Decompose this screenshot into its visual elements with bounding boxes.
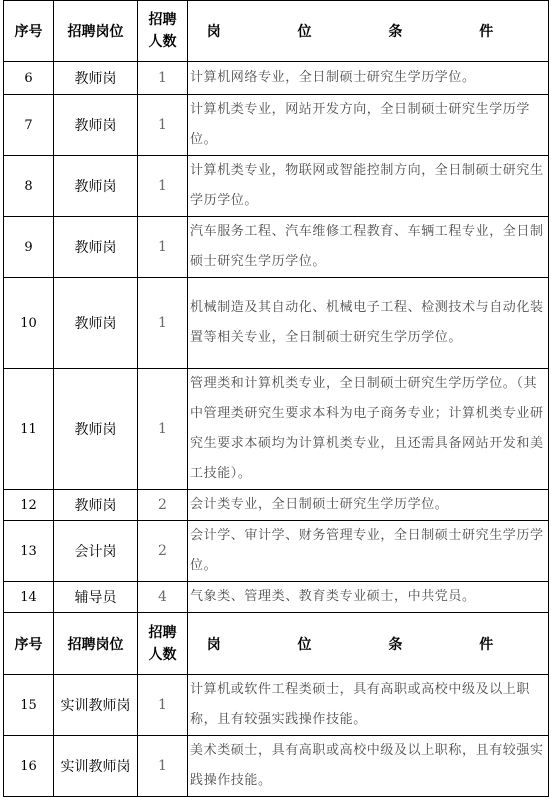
row-conditions: 机械制造及其自动化、机械电子工程、检测技术与自动化装置等相关专业，全日制硕士研究生学历学位。 (188, 278, 549, 369)
row-post: 教师岗 (54, 217, 138, 278)
row-conditions: 汽车服务工程、汽车维修工程教育、车辆工程专业，全日制硕士研究生学历学位。 (188, 217, 549, 278)
header-count-line1: 招聘 (148, 624, 177, 641)
header-count-line2: 人数 (148, 646, 177, 663)
row-count: 1 (138, 675, 188, 736)
header-no: 序号 (4, 613, 54, 675)
row-count: 1 (138, 156, 188, 217)
row-no: 10 (4, 278, 54, 369)
header-count (138, 613, 188, 675)
header-count-line2: 人数 (148, 34, 177, 50)
table-row (4, 490, 549, 521)
table-row (4, 582, 549, 613)
row-no: 8 (4, 156, 54, 217)
table-row (4, 95, 549, 156)
row-conditions: 计算机或软件工程类硕士，具有高职或高校中级及以上职称，且有较强实践操作技能。 (188, 675, 549, 736)
row-count: 4 (138, 582, 188, 613)
row-post: 实训教师岗 (54, 675, 138, 736)
row-count: 1 (138, 369, 188, 490)
row-conditions: 气象类、管理类、教育类专业硕士，中共党员。 (188, 582, 549, 613)
row-conditions: 美术类硕士，具有高职或高校中级及以上职称，且有较强实践操作技能。 (188, 736, 549, 797)
row-post: 教师岗 (54, 95, 138, 156)
table-row (4, 675, 549, 736)
row-conditions: 计算机网络专业，全日制硕士研究生学历学位。 (188, 62, 549, 95)
row-conditions: 计算机类专业，网站开发方向，全日制硕士研究生学历学位。 (188, 95, 549, 156)
header-post: 招聘岗位 (54, 613, 138, 675)
row-post: 教师岗 (54, 490, 138, 521)
header-conditions-label: 岗 位 条 件 (206, 636, 530, 653)
row-post: 辅导员 (54, 582, 138, 613)
row-no: 16 (4, 736, 54, 797)
row-count: 1 (138, 62, 188, 95)
row-post: 教师岗 (54, 369, 138, 490)
row-conditions: 会计学、审计学、财务管理专业，全日制硕士研究生学历学位。 (188, 521, 549, 582)
row-conditions: 会计类专业，全日制硕士研究生学历学位。 (188, 490, 549, 521)
header-conditions-label: 岗 位 条 件 (206, 24, 530, 40)
row-post: 教师岗 (54, 62, 138, 95)
header-conditions (188, 613, 549, 675)
header-count (138, 1, 188, 62)
row-count: 2 (138, 490, 188, 521)
row-no: 14 (4, 582, 54, 613)
recruitment-table (3, 0, 549, 797)
table-row (4, 278, 549, 369)
row-conditions: 管理类和计算机类专业，全日制硕士研究生学历学位。（其中管理类研究生要求本科为电子商务专业；计算机类专业研究生要求本硕均为计算机类专业，且还需具备网站开发和美工技能）。 (188, 369, 549, 490)
table-row (4, 521, 549, 582)
row-count: 1 (138, 278, 188, 369)
header-conditions (188, 1, 549, 62)
row-conditions: 计算机类专业，物联网或智能控制方向，全日制硕士研究生学历学位。 (188, 156, 549, 217)
table-row (4, 62, 549, 95)
row-no: 9 (4, 217, 54, 278)
header-row (4, 613, 549, 675)
row-no: 6 (4, 62, 54, 95)
row-count: 1 (138, 95, 188, 156)
row-no: 11 (4, 369, 54, 490)
row-count: 1 (138, 736, 188, 797)
table-row (4, 217, 549, 278)
table-row (4, 156, 549, 217)
row-no: 12 (4, 490, 54, 521)
header-post: 招聘岗位 (54, 1, 138, 62)
row-no: 13 (4, 521, 54, 582)
row-count: 1 (138, 217, 188, 278)
row-no: 15 (4, 675, 54, 736)
table-row (4, 736, 549, 797)
row-post: 教师岗 (54, 156, 138, 217)
header-row (4, 1, 549, 62)
header-count-line1: 招聘 (148, 12, 177, 28)
row-post: 教师岗 (54, 278, 138, 369)
row-post: 实训教师岗 (54, 736, 138, 797)
table-row (4, 369, 549, 490)
header-no: 序号 (4, 1, 54, 62)
row-post: 会计岗 (54, 521, 138, 582)
row-no: 7 (4, 95, 54, 156)
row-count: 2 (138, 521, 188, 582)
